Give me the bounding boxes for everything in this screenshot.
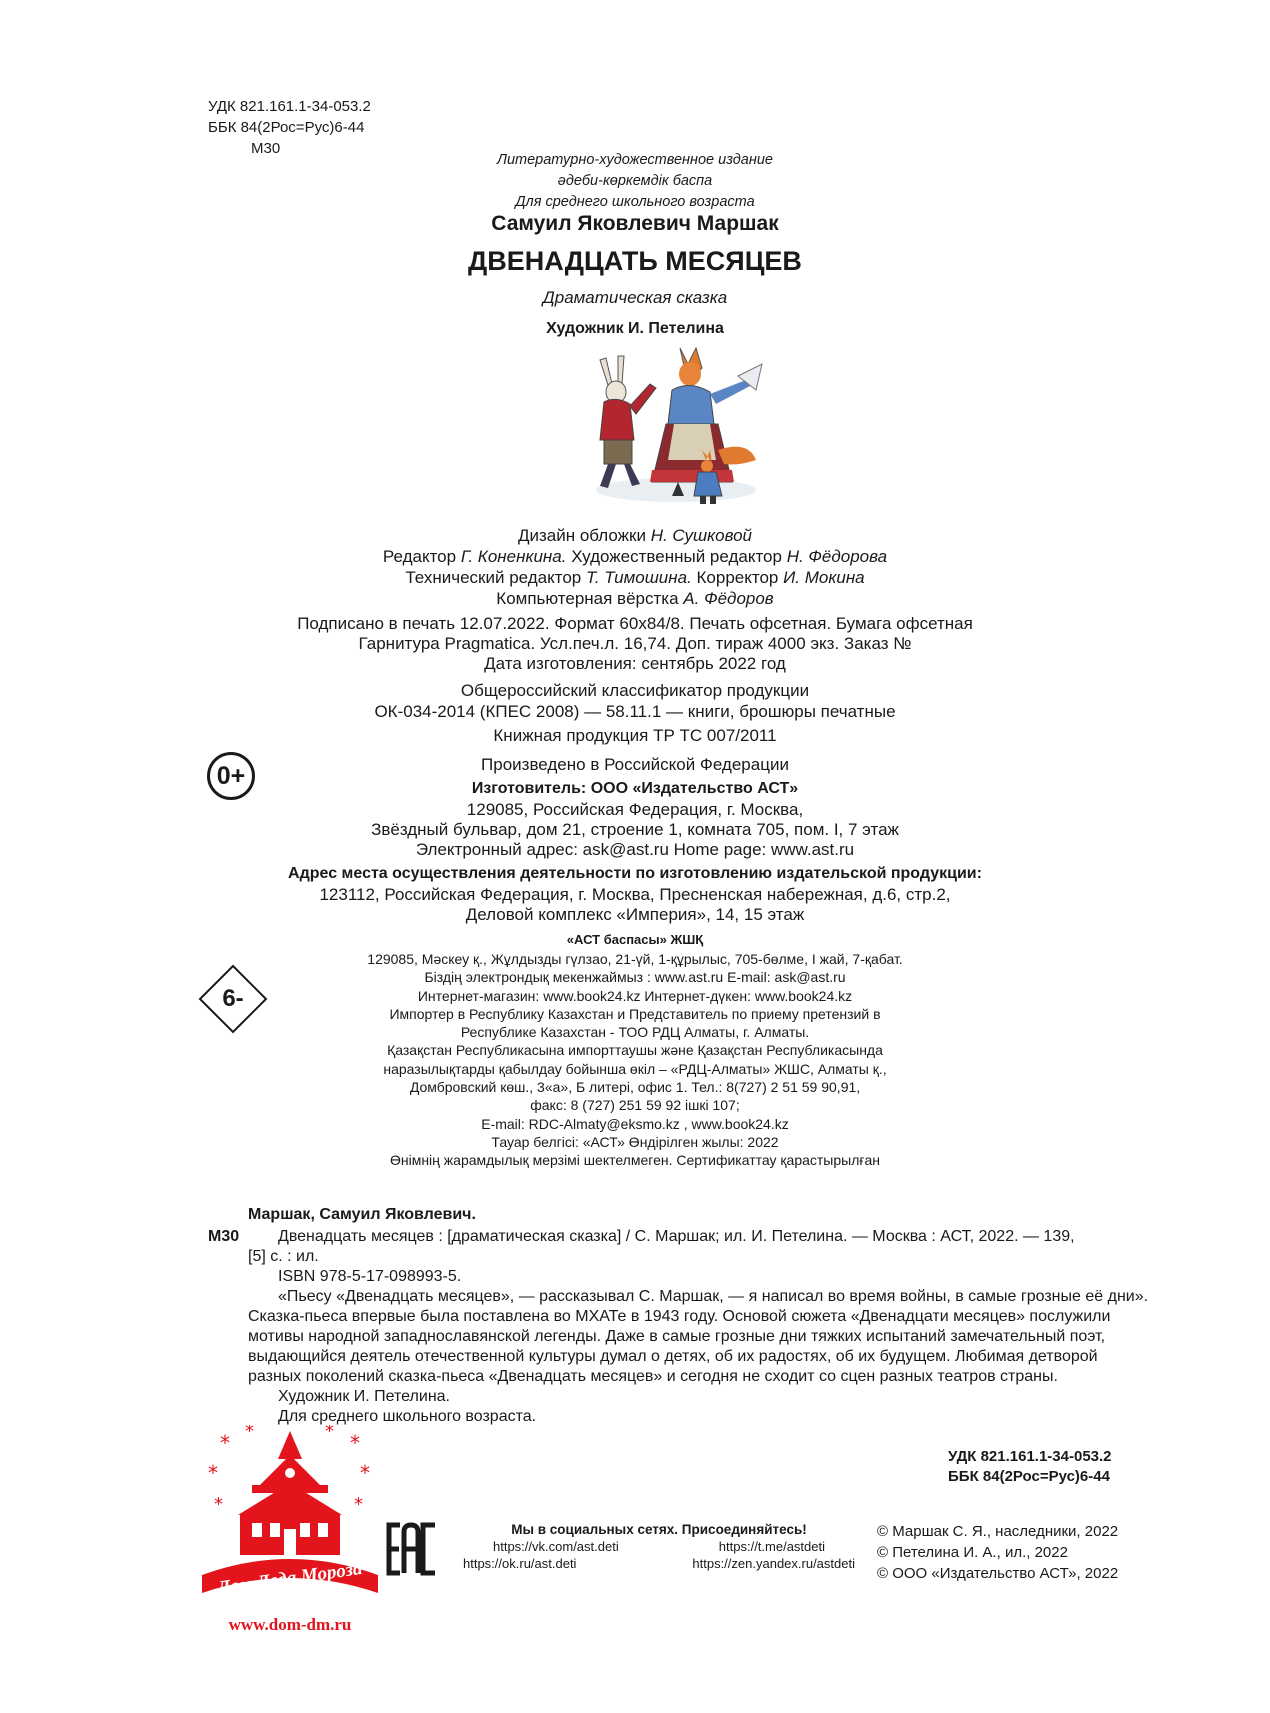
bib-code: М30 — [208, 1228, 240, 1245]
bib-author: Маршак, Самуил Яковлевич. — [248, 1206, 476, 1223]
classifier-line: Общероссийский классификатор продукции — [460, 681, 810, 700]
hare-figure — [600, 356, 656, 488]
udk-code: УДК 821.161.1-34-053.2 — [948, 1448, 1112, 1465]
activity-address-line: 123112, Российская Федерация, г. Москва, Пресненская набережная, д.6, стр.2, — [319, 885, 951, 904]
social-links — [463, 1521, 855, 1572]
bib-annotation-line: разных поколений сказка-пьеса «Двенадцать месяцев» и сегодня не сходит со сцен разных театров страны. — [248, 1368, 1058, 1385]
bbk-code: ББК 84(2Рос=Рус)6-44 — [208, 119, 365, 136]
kz-line: Біздің электрондық мекенжаймыз : www.ast.ru E-mail: ask@ast.ru — [424, 969, 846, 986]
activity-address — [0, 885, 1270, 925]
print-info — [0, 614, 1270, 674]
social-link-telegram[interactable]: https://t.me/astdeti — [718, 1539, 825, 1554]
svg-text:*: * — [245, 1425, 254, 1442]
eac-conformity-mark — [385, 1522, 439, 1576]
classifier — [0, 680, 1270, 722]
illustrator: Художник И. Петелина — [546, 320, 724, 337]
kz-info — [0, 950, 1270, 1170]
credit-tech: Технический редактор Т. Тимошина. Корректор И. Мокина — [405, 568, 865, 587]
copyright-line: © Маршак С. Я., наследники, 2022 — [877, 1523, 1119, 1540]
manufacturer-line: 129085, Российская Федерация, г. Москва, — [466, 800, 804, 819]
kz-line: факс: 8 (727) 251 59 92 ішкі 107; — [530, 1097, 740, 1114]
bib-entry: Двенадцать месяцев : [драматическая сказка] / С. Маршак; ил. И. Петелина. — Москва : АСТ, 2022. — 139, — [278, 1228, 1075, 1245]
dom-deda-moroza-logo — [200, 1425, 380, 1635]
copyright — [877, 1521, 1118, 1584]
manufacturer-line: Электронный адрес: ask@ast.ru Home page: www.ast.ru — [415, 840, 855, 859]
book-title: ДВЕНАДЦАТЬ МЕСЯЦЕВ — [468, 246, 802, 276]
kz-line: 129085, Мәскеу қ., Жұлдызды гүлзао, 21-үй, 1-құрылыс, 705-бөлме, I жай, 7-қабат. — [367, 951, 903, 967]
manufacturer-title: Изготовитель: ООО «Издательство АСТ» — [471, 780, 799, 797]
credits — [0, 525, 1270, 609]
bib-annotation-line: мотивы народной западнославянской легенды. Даже в самые грозные дни тяжких испытаний замечательный поэт, — [248, 1328, 1106, 1345]
copyright-line: © ООО «Издательство АСТ», 2022 — [877, 1565, 1119, 1582]
copyright-line: © Петелина И. А., ил., 2022 — [877, 1544, 1068, 1561]
social-link-zen[interactable]: https://zen.yandex.ru/astdeti — [692, 1556, 855, 1571]
age-rating-six-badge — [198, 964, 268, 1034]
kz-line: Республике Казахстан - ТОО РДЦ Алматы, г. Алматы. — [460, 1024, 810, 1041]
made-in: Произведено в Российской Федерации — [481, 755, 789, 774]
bib-annotation-line: выдающийся деятель отечественной культуры думал о детях, об их радостях, об их будущем. Любимая детворой — [248, 1348, 1098, 1365]
kz-line: наразылықтарды қабылдау бойынша өкіл – «РДЦ-Алматы» ЖШС, Алматы қ., — [383, 1060, 887, 1077]
print-info-line: Дата изготовления: сентябрь 2022 год — [484, 654, 786, 673]
credit-layout: Компьютерная вёрстка А. Фёдоров — [496, 589, 774, 608]
edition-type-line: әдеби-көркемдік баспа — [557, 173, 713, 189]
svg-text:*: * — [360, 1461, 370, 1485]
kz-line: Өнімнің жарамдылық мерзімі шектелмеген. Сертификаттау қарастырылған — [389, 1152, 881, 1169]
bib-annotation-line: «Пьесу «Двенадцать месяцев», — рассказывал С. Маршак, — я написал во время войны, в самые грозные её дни». — [278, 1288, 1149, 1305]
svg-text:*: * — [354, 1494, 363, 1515]
kz-line: Қазақстан Республикасына импорттаушы және Қазақстан Республикасында — [387, 1042, 883, 1059]
logo-name: Дом Деда Мороза — [216, 1557, 364, 1600]
activity-address-title: Адрес места осуществления деятельности по изготовлению издательской продукции: — [288, 865, 982, 882]
credit-cover: Дизайн обложки Н. Сушковой — [517, 526, 753, 545]
kz-line: Импортер в Республику Казахстан и Представитель по приему претензий в — [389, 1005, 881, 1022]
edition-type — [0, 150, 1270, 213]
classification-bottom — [948, 1447, 1112, 1487]
bibliographic-record — [208, 1205, 1168, 1427]
manufacturer-line: Звёздный бульвар, дом 21, строение 1, комната 705, пом. I, 7 этаж — [371, 820, 899, 839]
udk-code: УДК 821.161.1-34-053.2 — [208, 98, 371, 115]
activity-address-line: Деловой комплекс «Империя», 14, 15 этаж — [465, 905, 805, 924]
svg-text:*: * — [220, 1431, 230, 1455]
print-info-line: Подписано в печать 12.07.2022. Формат 60x84/8. Печать офсетная. Бумага офсетная — [297, 614, 973, 633]
age-rating-six-text: 6- — [222, 985, 244, 1012]
kz-line: Тауар белгісі: «АСТ» Өндірілген жылы: 2022 — [491, 1133, 779, 1150]
bib-isbn: ISBN 978-5-17-098993-5. — [278, 1268, 462, 1285]
bib-entry-cont: [5] с. : ил. — [248, 1248, 319, 1265]
bib-illustrator: Художник И. Петелина. — [278, 1388, 450, 1405]
svg-text:*: * — [350, 1431, 360, 1455]
hare-and-fox-illustration — [578, 340, 774, 514]
svg-text:*: * — [208, 1461, 218, 1485]
credit-editors: Редактор Г. Коненкина. Художественный редактор Н. Фёдорова — [382, 547, 888, 566]
bib-annotation-line: Сказка-пьеса впервые была поставлена во МХАТе в 1943 году. Основой сюжета «Двенадцати месяцев» послужили — [248, 1308, 1111, 1325]
genre: Драматическая сказка — [542, 288, 728, 307]
logo-url: www.dom-dm.ru — [228, 1615, 352, 1634]
kz-line: Интернет-магазин: www.book24.kz Интернет-дүкен: www.book24.kz — [417, 987, 853, 1004]
eac-mark-icon — [385, 1522, 439, 1576]
kz-line: E-mail: RDC-Almaty@eksmo.kz , www.book24.kz — [481, 1115, 789, 1132]
author-mark: М30 — [251, 140, 281, 157]
manufacturer-address — [0, 800, 1270, 860]
classifier-line: ОК-034-2014 (КПЕС 2008) — 58.11.1 — книги, брошюры печатные — [374, 702, 896, 721]
kz-publisher-title: «АСТ баспасы» ЖШҚ — [566, 932, 704, 947]
edition-type-line: Для среднего школьного возраста — [515, 194, 755, 210]
author-name: Самуил Яковлевич Маршак — [491, 212, 779, 235]
age-rating-zero-badge: 0+ — [207, 752, 255, 800]
svg-text:*: * — [325, 1425, 334, 1442]
print-info-line: Гарнитура Pragmatica. Усл.печ.л. 16,74. Доп. тираж 4000 экз. Заказ № — [358, 634, 912, 653]
bib-age: Для среднего школьного возраста. — [278, 1408, 537, 1425]
social-link-ok[interactable]: https://ok.ru/ast.deti — [463, 1556, 577, 1571]
social-title: Мы в социальных сетях. Присоединяйтесь! — [511, 1522, 807, 1537]
tr-ts: Книжная продукция ТР ТС 007/2011 — [493, 726, 777, 745]
edition-type-line: Литературно-художественное издание — [497, 152, 773, 168]
bbk-code: ББК 84(2Рос=Рус)6-44 — [948, 1468, 1110, 1485]
svg-text:*: * — [214, 1494, 223, 1515]
kz-line: Домбровский көш., 3«а», Б литері, офис 1. Тел.: 8(727) 2 51 59 90,91, — [409, 1079, 861, 1096]
social-link-vk[interactable]: https://vk.com/ast.deti — [493, 1539, 619, 1554]
